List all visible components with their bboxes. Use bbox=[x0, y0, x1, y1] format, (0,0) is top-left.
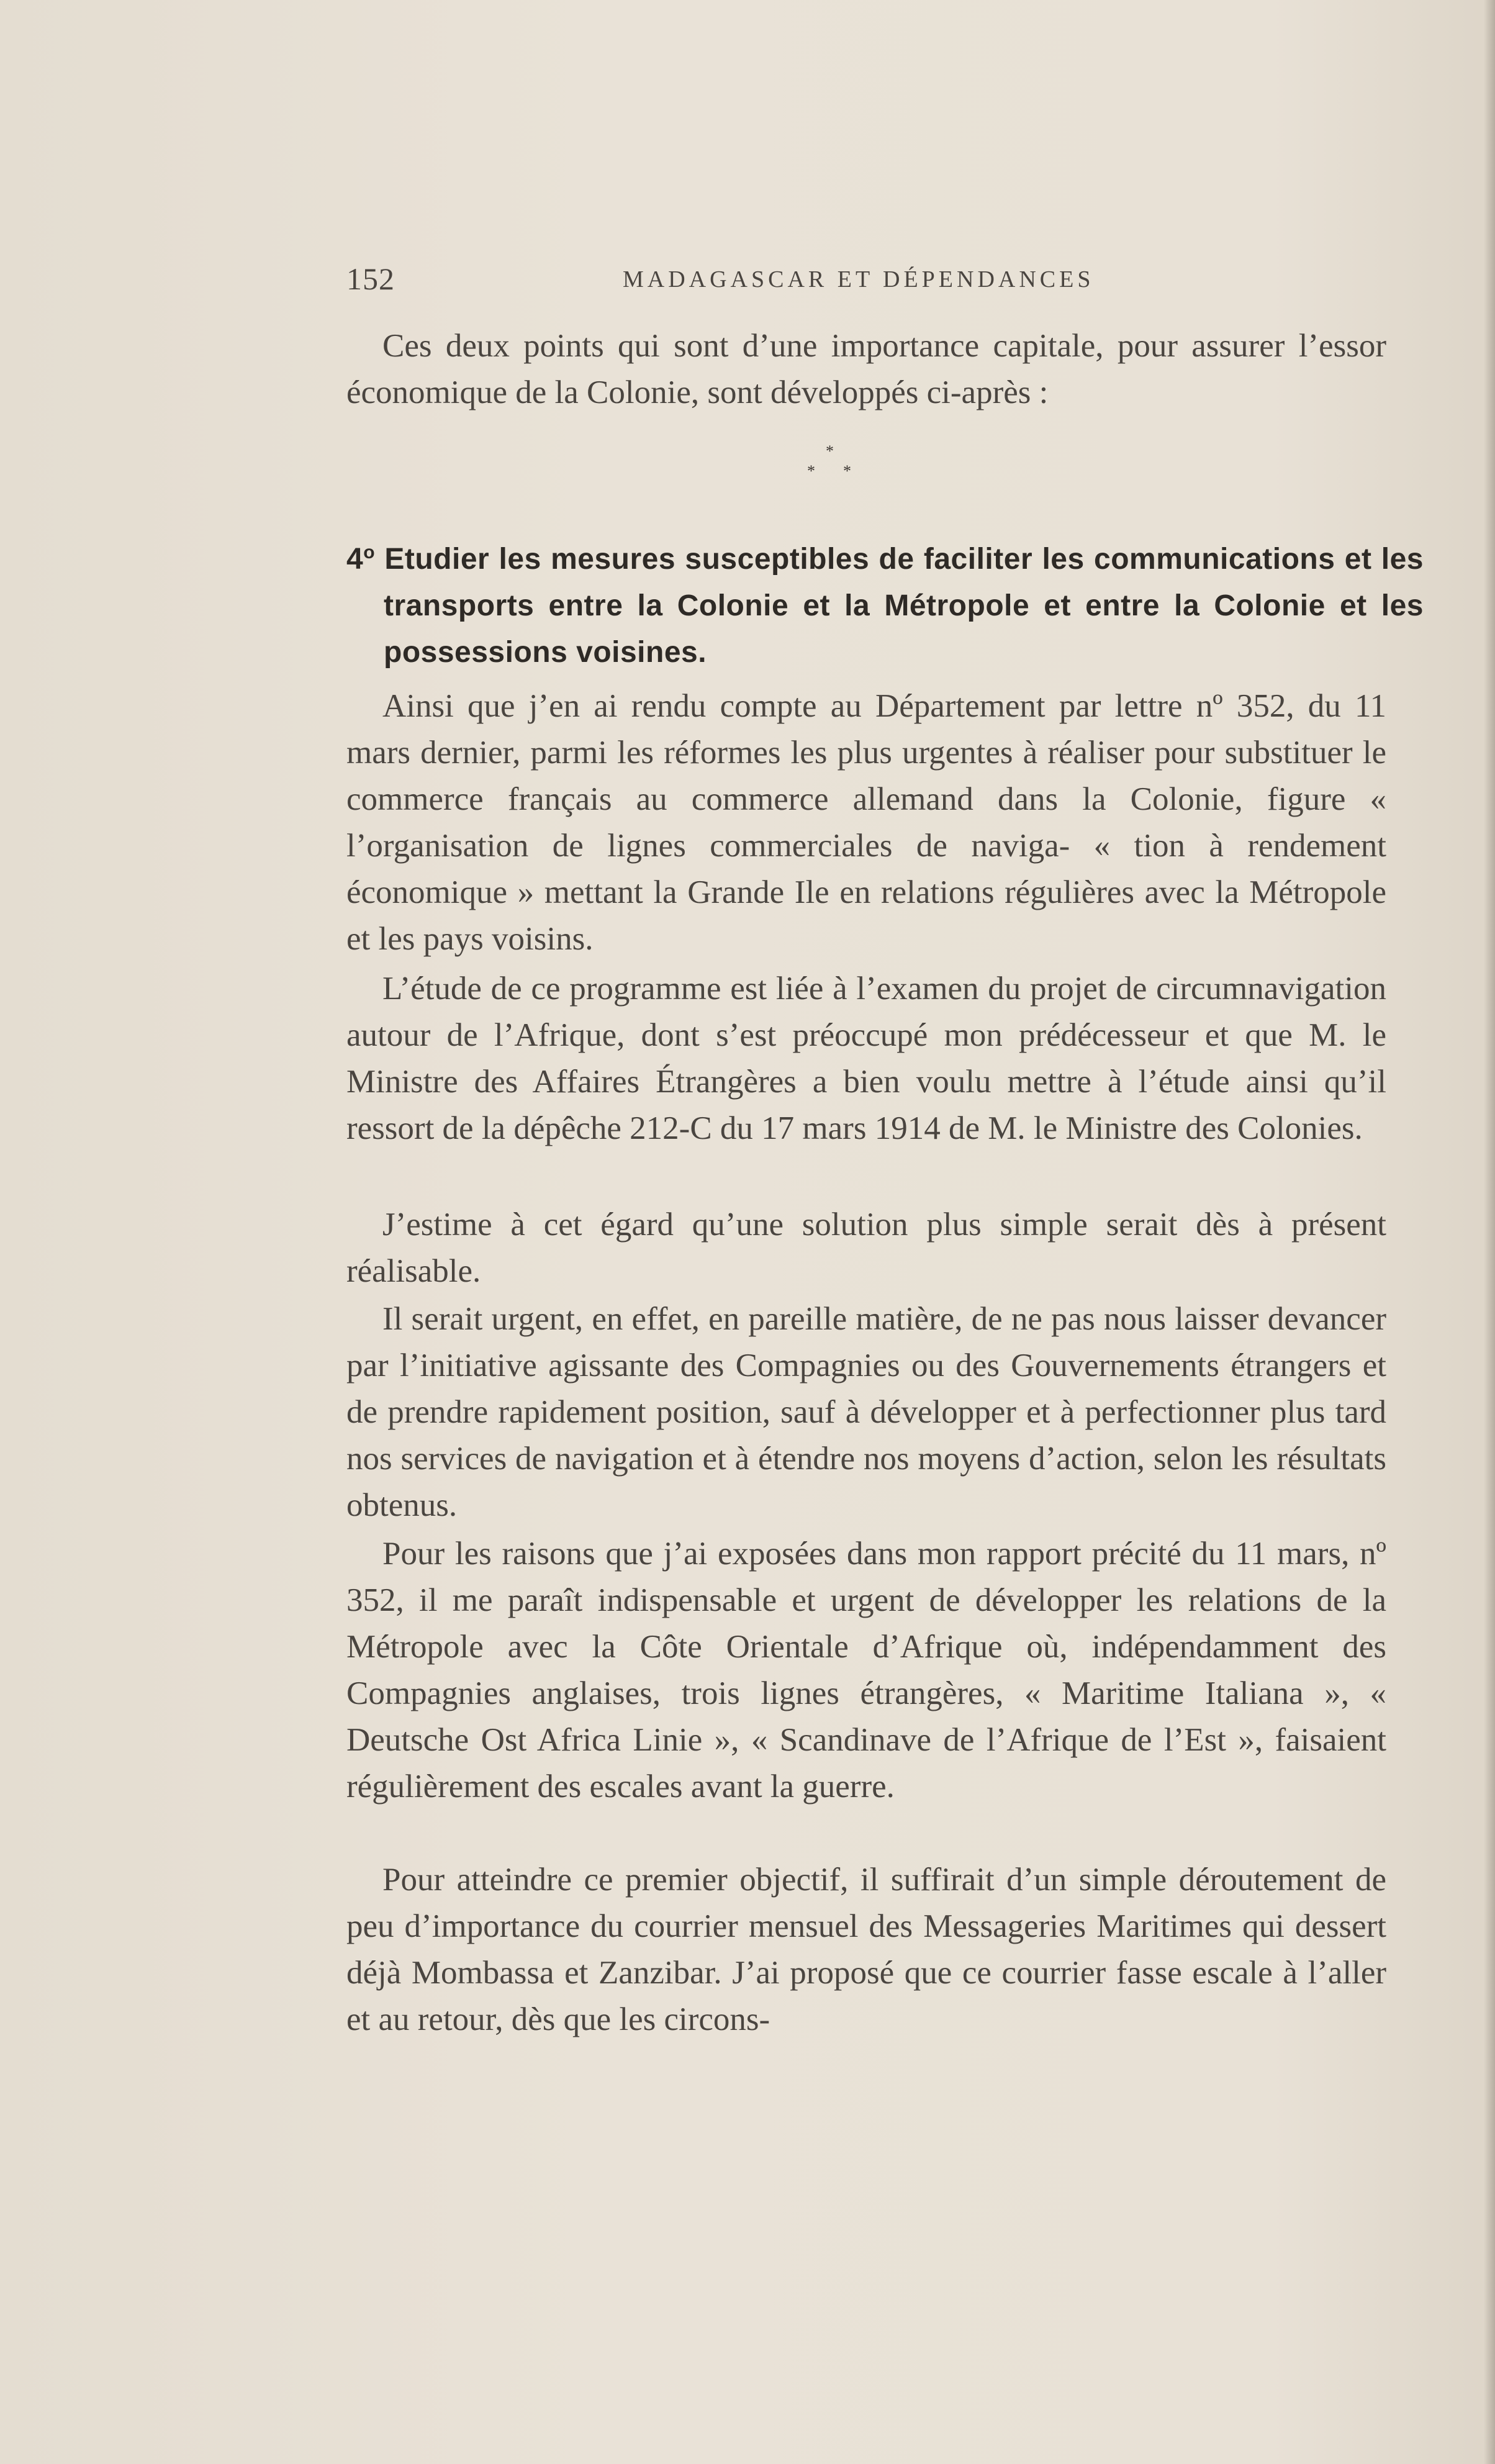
paragraph-4: Il serait urgent, en effet, en pareille matière, de ne pas nous laisser devancer par l’initiative agissante des Compagnies ou des Gouvernements étrangers et de prendre rapidement position, sauf à développer et à perfectionner plus tard nos services de navigation et à étendre nos moyens d’action, selon les résultats obtenus. bbox=[346, 1301, 1386, 1523]
paragraph-5: Pour les raisons que j’ai exposées dans mon rapport précité du 11 mars, nº 352, il me paraît indispensable et urgent de développer les relations de la Métropole avec la Côte Orientale d’Afrique où, indépendamment des Compagnies anglaises, trois lignes étrangères, « Maritime Italiana », « Deutsche Ost Africa Linie », « Scandinave de l’Afrique de l’Est », faisaient régulièrement des escales avant la guerre. bbox=[346, 1536, 1386, 1805]
page-edge-shadow bbox=[1484, 0, 1495, 2464]
asterism-star-right: * bbox=[843, 462, 851, 480]
paragraph-2: L’étude de ce programme est liée à l’examen du projet de circumnavigation autour de l’Afrique, dont s’est préoccupé mon prédécesseur et que M. le Ministre des Affaires Étrangères a bien voulu mettre à l’étude ainsi qu’il ressort de la dépêche 212-C du 17 mars 1914 de M. le Ministre des Colonies. bbox=[346, 971, 1386, 1146]
asterism-star-left: * bbox=[807, 462, 815, 480]
heading-ordinal: o bbox=[363, 542, 376, 563]
paragraph-6: Pour atteindre ce premier objectif, il suffirait d’un simple déroutement de peu d’importance du courrier mensuel des Messageries Maritimes qui dessert déjà Mombassa et Zanzibar. J’ai proposé que ce courrier fasse escale à l’aller et au retour, dès que les circons- bbox=[346, 1862, 1386, 2037]
asterism-star-top: * bbox=[826, 442, 834, 460]
paragraph-3: J’estime à cet égard qu’une solution plus simple serait dès à présent réalisable. bbox=[346, 1207, 1386, 1289]
page-header bbox=[346, 261, 1386, 298]
page-number: 152 bbox=[346, 261, 395, 296]
section-heading bbox=[346, 529, 1424, 676]
heading-text: Etudier les mesures susceptibles de faciliter les communications et les transports entre la Colonie et la Métropole et entre la Colonie et les possessions voisines. bbox=[375, 543, 1424, 669]
heading-number: 4 bbox=[346, 543, 364, 576]
intro-paragraph: Ces deux points qui sont d’une importance capitale, pour assurer l’essor économique de la Colonie, sont développés ci-après : bbox=[346, 328, 1386, 410]
paragraph-1: Ainsi que j’en ai rendu compte au Département par lettre nº 352, du 11 mars dernier, parmi les réformes les plus urgentes à réaliser pour substituer le commerce français au commerce allemand dans la Colonie, figure « l’organisation de lignes commerciales de naviga- « tion à rendement économique » mettant la Grande Ile en relations régulières avec la Métropole et les pays voisins. bbox=[346, 688, 1386, 957]
running-title: MADAGASCAR ET DÉPENDANCES bbox=[623, 266, 1095, 292]
section-ornament bbox=[807, 442, 882, 492]
